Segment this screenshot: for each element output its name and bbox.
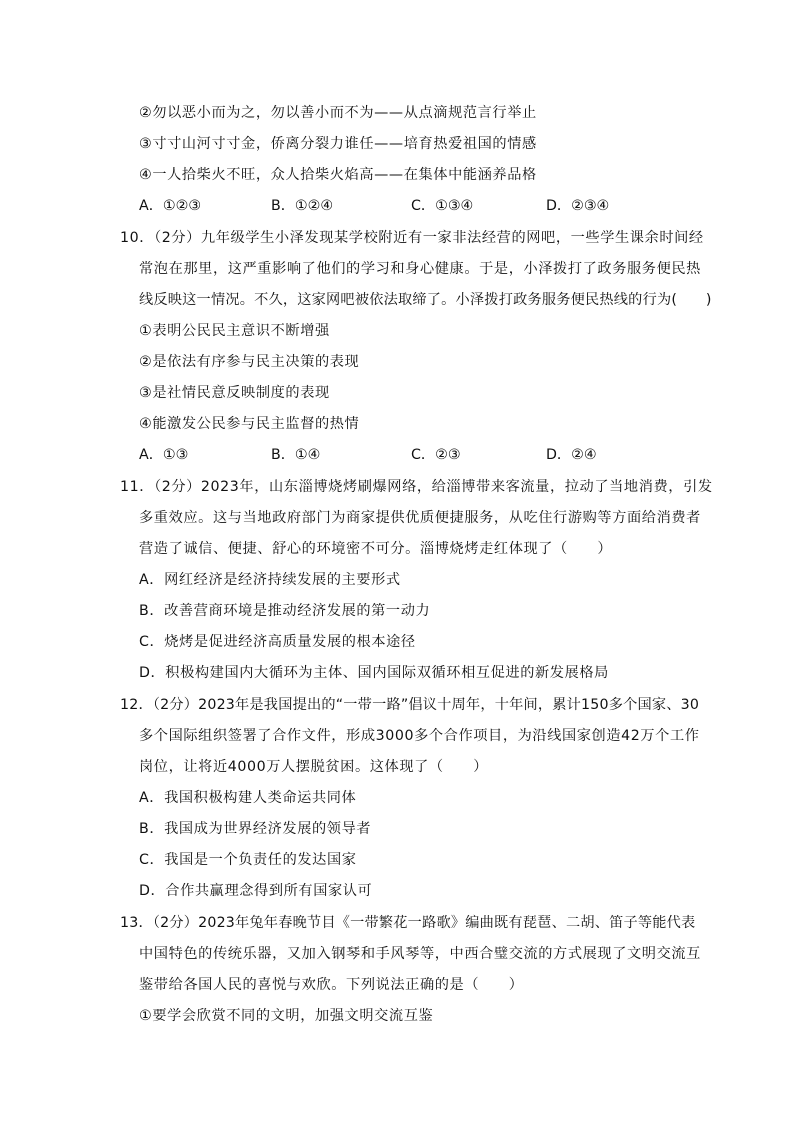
q11-option-a[interactable]: A．网红经济是经济持续发展的主要形式 [139,572,401,588]
q11-option-d[interactable]: D．积极构建国内大循环为主体、国内国际双循环相互促进的新发展格局 [139,665,609,681]
q10-option-a[interactable]: A．①③ [139,447,189,463]
q10-stem-line-1: 10．（2分）九年级学生小泽发现某学校附近有一家非法经营的网吧，一些学生课余时间经 [120,230,704,246]
q9-option-a[interactable]: A．①②③ [139,198,202,214]
q13-stem-line-2: 中国特色的传统乐器，又加入钢琴和手风琴等，中西合璧交流的方式展现了文明交流互 [139,946,701,962]
q11-stem-line-1: 11．（2分）2023年，山东淄博烧烤刷爆网络，给淄博带来客流量，拉动了当地消费，引发 [120,479,713,495]
q10-item-3: ③是社情民意反映制度的表现 [139,385,330,401]
q13-stem-line-3: 鉴带给各国人民的喜悦与欢欣。下列说法正确的是（ ） [139,977,524,993]
q10-option-b[interactable]: B．①④ [271,447,321,463]
q10-option-c[interactable]: C．②③ [411,447,461,463]
q9-option-b[interactable]: B．①②④ [271,198,334,214]
q12-option-d[interactable]: D．合作共赢理念得到所有国家认可 [139,883,373,899]
q12-option-a[interactable]: A．我国积极构建人类命运共同体 [139,790,357,806]
q9-item-2: ②勿以恶小而为之，勿以善小而不为——从点滴规范言行举止 [139,105,537,121]
q10-item-4: ④能激发公民参与民主监督的热情 [139,416,360,432]
q12-option-b[interactable]: B．我国成为世界经济发展的领导者 [139,821,372,837]
q10-item-1: ①表明公民民主意识不断增强 [139,323,330,339]
q9-option-c[interactable]: C．①③④ [411,198,474,214]
q13-item-1: ①要学会欣赏不同的文明，加强文明交流互鉴 [139,1008,434,1024]
q11-stem-line-2: 多重效应。这与当地政府部门为商家提供优质便捷服务，从吃住行游购等方面给消费者 [139,510,701,526]
q11-option-c[interactable]: C．烧烤是促进经济高质量发展的根本途径 [139,634,416,650]
q12-option-c[interactable]: C．我国是一个负责任的发达国家 [139,852,357,868]
q12-stem-line-2: 多个国际组织签署了合作文件，形成3000多个合作项目，为沿线国家创造42万个工作 [139,728,700,744]
q9-item-4: ④一人拾柴火不旺，众人拾柴火焰高——在集体中能涵养品格 [139,167,537,183]
q10-stem-line-2: 常泡在那里，这严重影响了他们的学习和身心健康。于是，小泽拨打了政务服务便民热 [139,261,701,277]
q9-item-3: ③寸寸山河寸寸金，侨离分裂力谁任——培育热爱祖国的情感 [139,136,537,152]
q11-option-b[interactable]: B．改善营商环境是推动经济发展的第一动力 [139,603,431,619]
q11-stem-line-3: 营造了诚信、便捷、舒心的环境密不可分。淄博烧烤走红体现了（ ） [139,541,613,557]
q12-stem-line-1: 12．（2分）2023年是我国提出的“一带一路”倡议十周年，十年间，累计150多个国家、30 [120,697,700,713]
q13-stem-line-1: 13．（2分）2023年兔年春晚节目《一带繁花一路歌》编曲既有琵琶、二胡、笛子等能代表 [120,915,696,931]
q12-stem-line-3: 岗位，让将近4000万人摆脱贫困。这体现了（ ） [139,759,489,775]
q10-item-2: ②是依法有序参与民主决策的表现 [139,354,360,370]
q9-option-d[interactable]: D．②③④ [546,198,610,214]
q10-option-d[interactable]: D．②④ [546,447,597,463]
q10-stem-line-3: 线反映这一情况。不久，这家网吧被依法取缔了。小泽拨打政务服务便民热线的行为( ) [139,292,712,308]
